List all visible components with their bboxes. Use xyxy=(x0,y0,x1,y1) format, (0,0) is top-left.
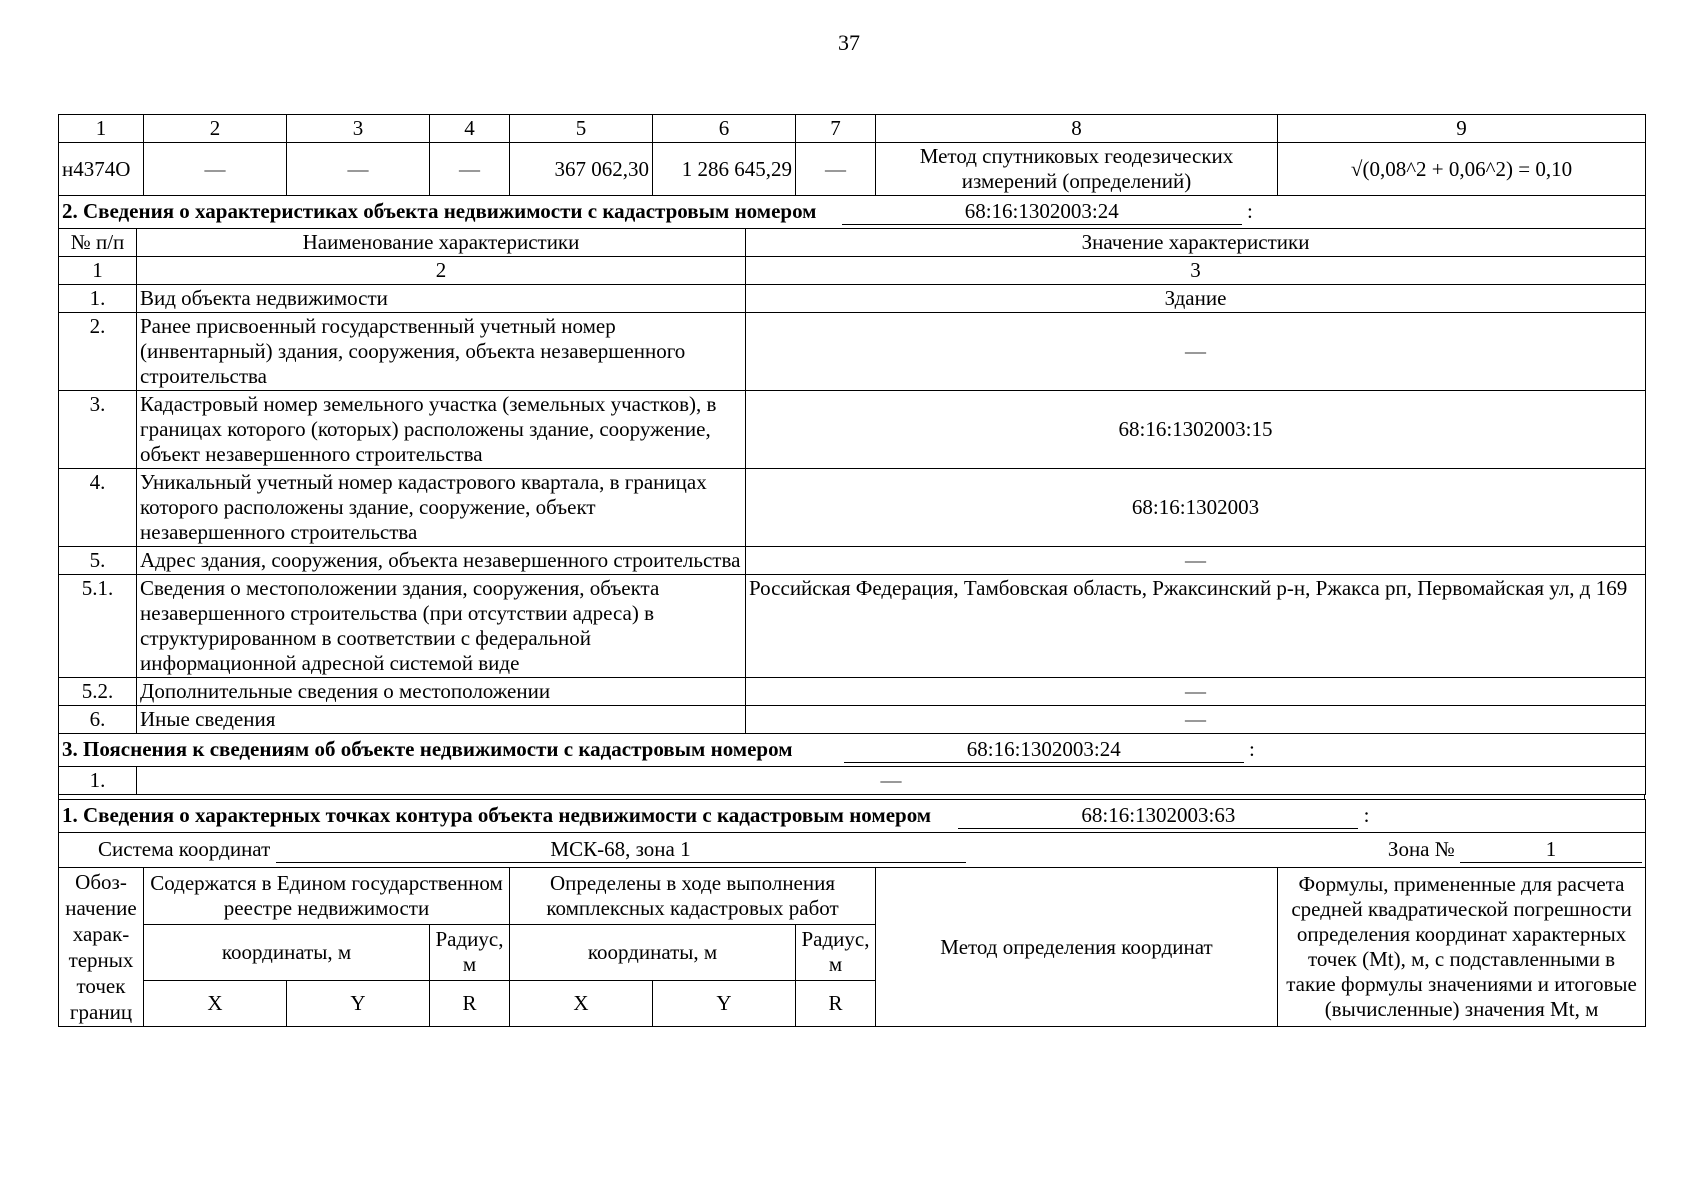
row-name: Дополнительные сведения о местоположении xyxy=(137,678,746,706)
page-number: 37 xyxy=(838,30,860,55)
row-name: Вид объекта недвижимости xyxy=(137,285,746,313)
row-value: Российская Федерация, Тамбовская область, Ржаксинский р-н, Ржакса рп, Первомайская ул, д 169 xyxy=(746,575,1646,678)
table-row xyxy=(59,469,1646,547)
header-new-coords: координаты, м xyxy=(510,924,796,981)
row-num: 4. xyxy=(59,469,137,547)
row-value: — xyxy=(746,678,1646,706)
colnum-2: 2 xyxy=(137,257,746,285)
header-determined: Определены в ходе выполнения комплексных кадастровых работ xyxy=(510,868,876,925)
section3-heading-row xyxy=(59,734,1646,767)
row-num: 1. xyxy=(59,285,137,313)
section1-heading-row xyxy=(59,800,1646,833)
column-number-row xyxy=(59,115,1646,143)
col-num-3: 3 xyxy=(287,115,430,143)
row-value: 68:16:1302003:15 xyxy=(746,391,1646,469)
row-value: — xyxy=(746,313,1646,391)
row-value: — xyxy=(137,767,1646,795)
row-num: 3. xyxy=(59,391,137,469)
header-new-r: R xyxy=(796,981,876,1027)
row-name: Ранее присвоенный государственный учетный номер (инвентарный) здания, сооружения, объекта незавершенного строительства xyxy=(137,313,746,391)
col-num-5: 5 xyxy=(510,115,653,143)
characteristics-header-row xyxy=(59,229,1646,257)
table-row xyxy=(59,313,1646,391)
row-name: Кадастровый номер земельного участка (земельных участков), в границах которого (которых) расположены здание, сооружение, объект незавершенного строительства xyxy=(137,391,746,469)
coordinate-system-row xyxy=(59,833,1646,868)
col-num-6: 6 xyxy=(653,115,796,143)
points-table-continuation xyxy=(58,114,1646,196)
header-egrn: Содержатся в Едином государственном реестре недвижимости xyxy=(144,868,510,925)
table-row xyxy=(59,767,1646,795)
row-value: 68:16:1302003 xyxy=(746,469,1646,547)
coord-system-label: Система координат xyxy=(98,837,271,861)
row-num: 5. xyxy=(59,547,137,575)
characteristics-colnum-row xyxy=(59,257,1646,285)
egrn-x: — xyxy=(144,143,287,196)
table-row xyxy=(59,285,1646,313)
section1-title: 1. Сведения о характерных точках контура объекта недвижимости с кадастровым номером xyxy=(62,803,932,827)
point-id: н4374О xyxy=(59,143,144,196)
row-num: 6. xyxy=(59,706,137,734)
egrn-y: — xyxy=(287,143,430,196)
header-new-x: X xyxy=(510,981,653,1027)
table-row xyxy=(59,575,1646,678)
header-egrn-y: Y xyxy=(287,981,430,1027)
formula-cell: √(0,08^2 + 0,06^2) = 0,10 xyxy=(1278,143,1646,196)
method-cell: Метод спутниковых геодезических измерений (определений) xyxy=(876,143,1278,196)
row-name: Уникальный учетный номер кадастрового квартала, в границах которого расположены здание, сооружение, объект незавершенного строительства xyxy=(137,469,746,547)
section2-colon: : xyxy=(1246,199,1253,223)
col-num-2: 2 xyxy=(144,115,287,143)
col-num-9: 9 xyxy=(1278,115,1646,143)
header-num: № п/п xyxy=(59,229,137,257)
table-row xyxy=(59,143,1646,196)
header-new-y: Y xyxy=(653,981,796,1027)
section1-colon: : xyxy=(1363,803,1370,827)
table-row xyxy=(59,678,1646,706)
row-name: Иные сведения xyxy=(137,706,746,734)
table-row xyxy=(59,706,1646,734)
document-sheet xyxy=(58,114,1645,1027)
egrn-r: — xyxy=(430,143,510,196)
new-x: 367 062,30 xyxy=(510,143,653,196)
new-r: — xyxy=(796,143,876,196)
col-num-7: 7 xyxy=(796,115,876,143)
col-num-1: 1 xyxy=(59,115,144,143)
row-name: Сведения о местоположении здания, сооружения, объекта незавершенного строительства (при отсутствии адреса) в структурированном в соответствии с федеральной информационной адресной системой виде xyxy=(137,575,746,678)
table-row xyxy=(59,391,1646,469)
row-num: 5.1. xyxy=(59,575,137,678)
section3-title: 3. Пояснения к сведениям об объекте недвижимости с кадастровым номером xyxy=(62,737,793,761)
header-row-1 xyxy=(59,868,1646,925)
row-num: 2. xyxy=(59,313,137,391)
col-num-8: 8 xyxy=(876,115,1278,143)
characteristics-table xyxy=(58,196,1646,734)
header-egrn-x: X xyxy=(144,981,287,1027)
header-egrn-r: R xyxy=(430,981,510,1027)
header-method: Метод определения координат xyxy=(876,868,1278,1027)
header-egrn-radius: Радиус, м xyxy=(430,924,510,981)
row-name: Адрес здания, сооружения, объекта незавершенного строительства xyxy=(137,547,746,575)
coord-system-value: МСК-68, зона 1 xyxy=(276,837,966,863)
row-value: Здание xyxy=(746,285,1646,313)
header-name: Наименование характеристики xyxy=(137,229,746,257)
row-num: 1. xyxy=(59,767,137,795)
header-value: Значение характеристики xyxy=(746,229,1646,257)
row-num: 5.2. xyxy=(59,678,137,706)
contour-points-table xyxy=(58,799,1646,1027)
section3-cadastral-number: 68:16:1302003:24 xyxy=(844,737,1244,763)
row-value: — xyxy=(746,547,1646,575)
section1-cadastral-number: 68:16:1302003:63 xyxy=(958,803,1358,829)
section2-heading-row xyxy=(59,196,1646,229)
section2-cadastral-number: 68:16:1302003:24 xyxy=(842,199,1242,225)
zone-value: 1 xyxy=(1460,837,1642,863)
colnum-1: 1 xyxy=(59,257,137,285)
header-new-radius: Радиус, м xyxy=(796,924,876,981)
row-value: — xyxy=(746,706,1646,734)
col-num-4: 4 xyxy=(430,115,510,143)
header-egrn-coords: координаты, м xyxy=(144,924,430,981)
explanations-table xyxy=(58,734,1646,795)
section3-colon: : xyxy=(1249,737,1255,761)
new-y: 1 286 645,29 xyxy=(653,143,796,196)
header-designation: Обоз-начение харак-терных точек границ xyxy=(59,868,144,1027)
header-formulas: Формулы, примененные для расчета средней квадратической погрешности определения координат характерных точек (Mt), м, с подставленными в такие формулы значениями и итоговые (вычисленные) значения Mt, м xyxy=(1278,868,1646,1027)
table-row xyxy=(59,547,1646,575)
zone-label: Зона № xyxy=(1387,837,1455,861)
colnum-3: 3 xyxy=(746,257,1646,285)
section2-title: 2. Сведения о характеристиках объекта недвижимости с кадастровым номером xyxy=(62,199,817,223)
